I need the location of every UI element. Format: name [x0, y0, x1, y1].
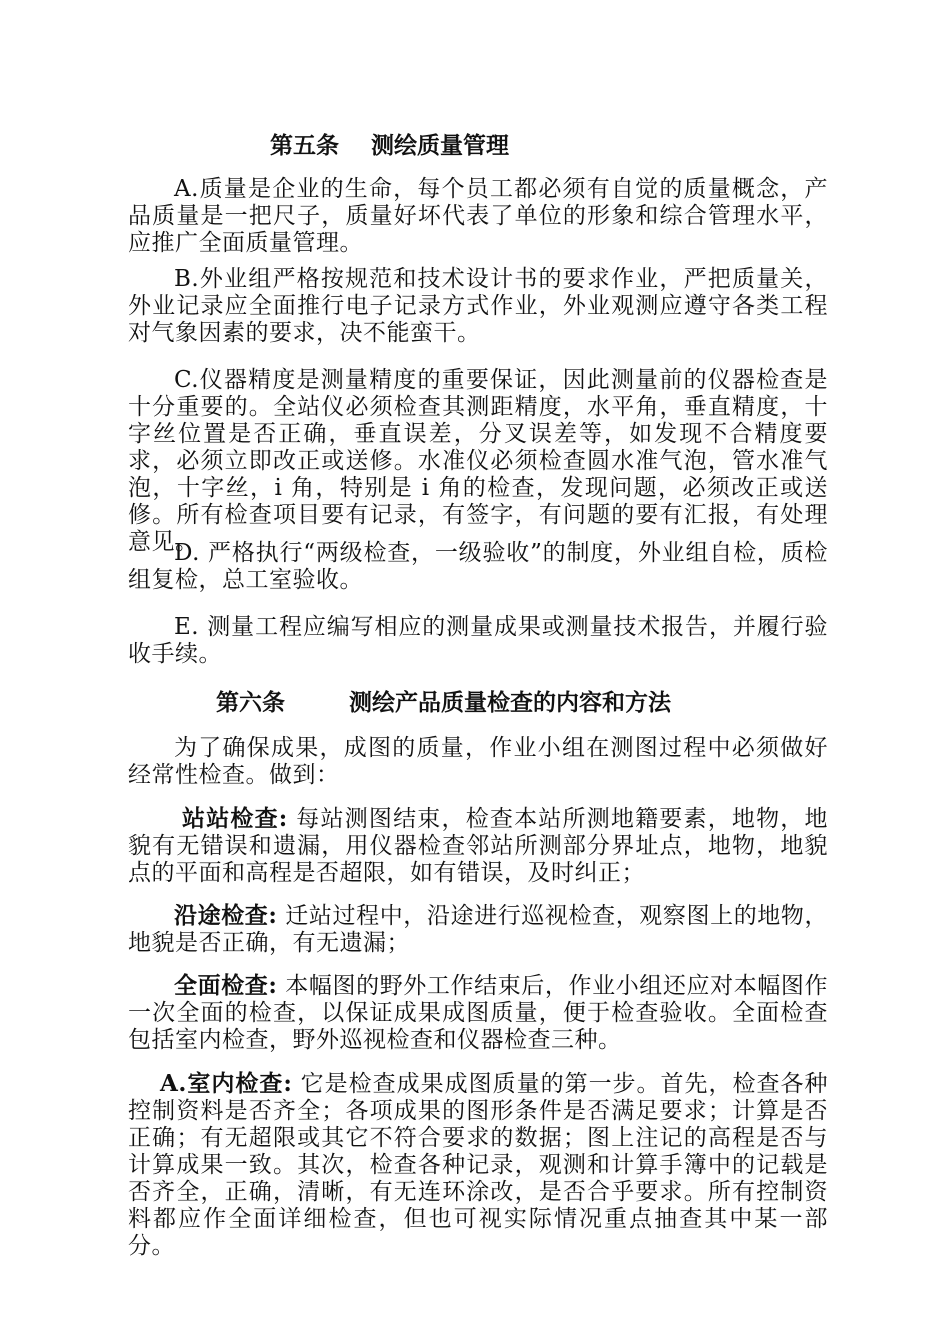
station-check-text: 每站测图结束，检查本站所测地籍要素，地物，地貌有无错误和遗漏，用仪器检查邻站所测部分界址点，地物，地貌点的平面和高程是否超限，如有错误，及时纠正； [128, 806, 828, 886]
indoor-check-label: A.室内检查: [160, 1070, 293, 1097]
route-check-paragraph [128, 902, 828, 957]
full-check-paragraph [128, 972, 828, 1054]
paragraph-e: E. 测量工程应编写相应的测量成果或测量技术报告，并履行验收手续。 [128, 614, 828, 667]
paragraph-a: A.质量是企业的生命，每个员工都必须有自觉的质量概念，产品质量是一把尺子，质量好坏代表了单位的形象和综合管理水平，应推广全面质量管理。 [128, 176, 828, 256]
section-6-heading: 第六条 测绘产品质量检查的内容和方法 [216, 689, 672, 716]
station-check-paragraph [128, 805, 828, 887]
route-check-text: 迁站过程中，沿途进行巡视检查，观察图上的地物，地貌是否正确，有无遗漏； [128, 903, 828, 956]
station-check-label: 站站检查: [182, 805, 288, 832]
paragraph-d: D. 严格执行“两级检查，一级验收”的制度，外业组自检，质检组复检，总工室验收。 [128, 540, 828, 593]
route-check-label: 沿途检查: [174, 902, 278, 929]
paragraph-c: C.仪器精度是测量精度的重要保证，因此测量前的仪器检查是十分重要的。全站仪必须检查其测距精度，水平角，垂直精度，十字丝位置是否正确，垂直误差，分叉误差等，如发现不合精度要求，必须立即改正或送修。水准仪必须检查圆水准气泡，管水准气泡，十字丝，i 角，特别是 i 角的检查，发现问题，必须改正或送修。所有检查项目要有记录，有签字，有问题的要有汇报，有处理意见。 [128, 367, 828, 555]
indoor-check-text: 它是检查成果成图质量的第一步。首先，检查各种控制资料是否齐全；各项成果的图形条件是否满足要求；计算是否正确；有无超限或其它不符合要求的数据；图上注记的高程是否与计算成果一致。其次，检查各种记录，观测和计算手簿中的记载是否齐全，正确，清晰，有无连环涂改，是否合乎要求。所有控制资料都应作全面详细检查，但也可视实际情况重点抽查其中某一部分。 [128, 1071, 829, 1259]
indoor-check-paragraph [128, 1070, 828, 1260]
full-check-label: 全面检查: [174, 972, 278, 999]
section-5-heading: 第五条 测绘质量管理 [270, 132, 510, 159]
full-check-text: 本幅图的野外工作结束后，作业小组还应对本幅图作一次全面的检查，以保证成果成图质量，便于检查验收。全面检查包括室内检查，野外巡视检查和仪器检查三种。 [128, 973, 828, 1053]
section-6-intro: 为了确保成果，成图的质量，作业小组在测图过程中必须做好经常性检查。做到： [128, 735, 828, 788]
paragraph-b: B.外业组严格按规范和技术设计书的要求作业，严把质量关，外业记录应全面推行电子记录方式作业，外业观测应遵守各类工程对气象因素的要求，决不能蛮干。 [128, 266, 828, 346]
